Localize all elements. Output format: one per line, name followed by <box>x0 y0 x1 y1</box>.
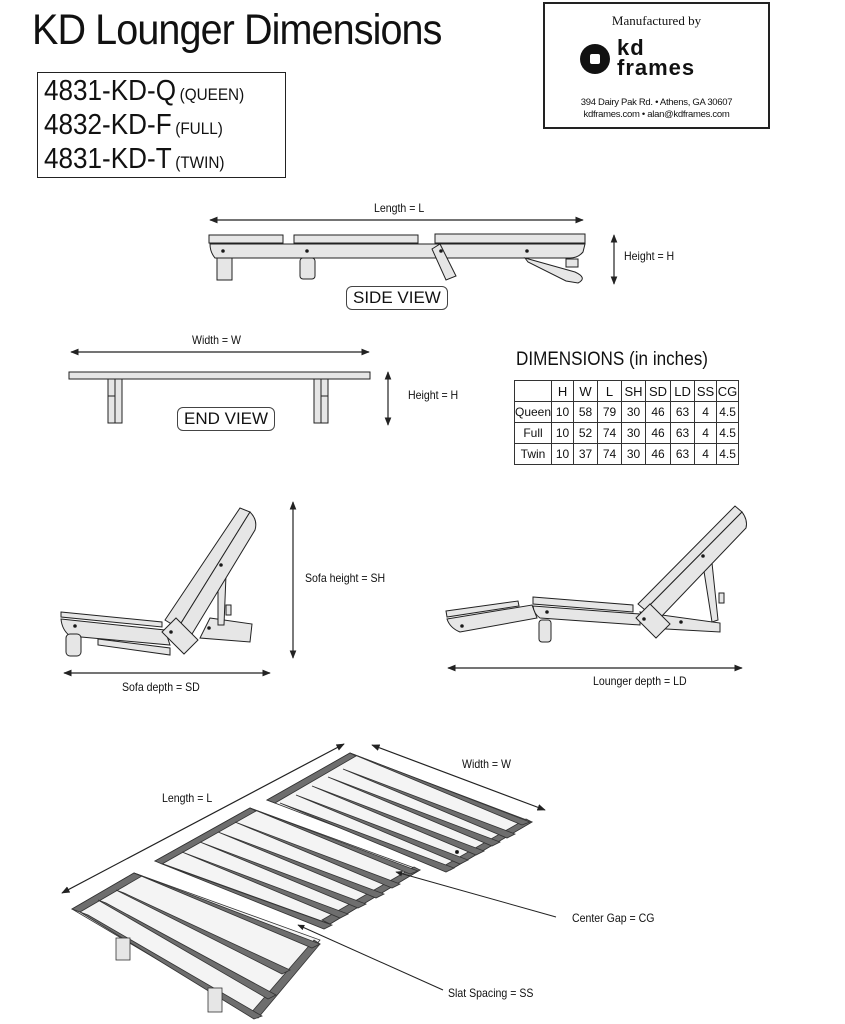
isometric-frame-drawing <box>62 744 556 1019</box>
table-header-row <box>515 381 739 402</box>
center-gap-label: Center Gap = CG <box>572 911 655 925</box>
cell: 79 <box>598 402 622 423</box>
lounger-depth-label: Lounger depth = LD <box>593 674 687 688</box>
slat-spacing-label: Slat Spacing = SS <box>448 986 534 1000</box>
dimensions-title: DIMENSIONS (in inches) <box>516 349 708 370</box>
table-row <box>515 423 739 444</box>
dimensions-table <box>514 380 739 465</box>
sofa-view-drawing <box>61 502 293 673</box>
lounger-view-drawing <box>446 506 747 668</box>
column-header: SD <box>646 381 671 402</box>
cell: 46 <box>646 402 671 423</box>
cell: 63 <box>671 402 695 423</box>
cell: 63 <box>671 423 695 444</box>
column-header: W <box>574 381 598 402</box>
end-view-label: END VIEW <box>177 407 275 431</box>
cell: 58 <box>574 402 598 423</box>
table-row <box>515 444 739 465</box>
cell: 52 <box>574 423 598 444</box>
cell: 30 <box>622 423 646 444</box>
cell: 4.5 <box>717 402 739 423</box>
model-size: (TWIN) <box>175 153 225 172</box>
cell: 74 <box>598 423 622 444</box>
side-view-label: SIDE VIEW <box>346 286 448 310</box>
side-height-label: Height = H <box>624 249 675 263</box>
cell: 30 <box>622 402 646 423</box>
logo-text-kd: kd <box>617 35 645 60</box>
iso-length-label: Length = L <box>162 791 213 805</box>
model-code: 4831-KD-Q <box>44 75 177 107</box>
end-width-label: Width = W <box>192 333 242 347</box>
row-label: Twin <box>515 444 552 465</box>
manufactured-by-label: Manufactured by <box>611 13 702 28</box>
column-header: H <box>552 381 574 402</box>
manufacturer-address: 394 Dairy Pak Rd. • Athens, GA 30607 <box>580 97 733 108</box>
model-code: 4831-KD-T <box>44 143 172 175</box>
cell: 10 <box>552 402 574 423</box>
column-header: LD <box>671 381 695 402</box>
side-view-drawing <box>209 220 614 284</box>
model-item-full <box>44 109 223 142</box>
model-item-queen <box>44 75 244 108</box>
column-header: SS <box>695 381 717 402</box>
cell: 74 <box>598 444 622 465</box>
hex-bolt-icon <box>580 44 610 74</box>
cell: 46 <box>646 444 671 465</box>
cell: 4 <box>695 402 717 423</box>
page-title: KD Lounger Dimensions <box>32 6 442 54</box>
model-size: (FULL) <box>175 119 223 138</box>
cell: 4 <box>695 444 717 465</box>
model-list-box <box>37 72 286 178</box>
model-item-twin <box>44 143 225 176</box>
column-header: SH <box>622 381 646 402</box>
row-label: Queen <box>515 402 552 423</box>
sofa-height-label: Sofa height = SH <box>305 571 386 585</box>
cell: 10 <box>552 444 574 465</box>
model-size: (QUEEN) <box>179 85 245 104</box>
column-header: L <box>598 381 622 402</box>
side-length-label: Length = L <box>374 201 425 215</box>
logo-text-frames: frames <box>617 55 696 80</box>
cell: 63 <box>671 444 695 465</box>
table-row <box>515 402 739 423</box>
cell: 37 <box>574 444 598 465</box>
cell: 4 <box>695 423 717 444</box>
model-code: 4832-KD-F <box>44 109 172 141</box>
manufacturer-web-email: kdframes.com • alan@kdframes.com <box>583 109 730 120</box>
iso-width-label: Width = W <box>462 757 512 771</box>
cell: 4.5 <box>717 444 739 465</box>
cell: 30 <box>622 444 646 465</box>
column-header <box>515 381 552 402</box>
cell: 46 <box>646 423 671 444</box>
end-height-label: Height = H <box>408 388 459 402</box>
row-label: Full <box>515 423 552 444</box>
manufacturer-box <box>543 2 770 129</box>
sofa-depth-label: Sofa depth = SD <box>122 680 200 694</box>
column-header: CG <box>717 381 739 402</box>
cell: 4.5 <box>717 423 739 444</box>
cell: 10 <box>552 423 574 444</box>
